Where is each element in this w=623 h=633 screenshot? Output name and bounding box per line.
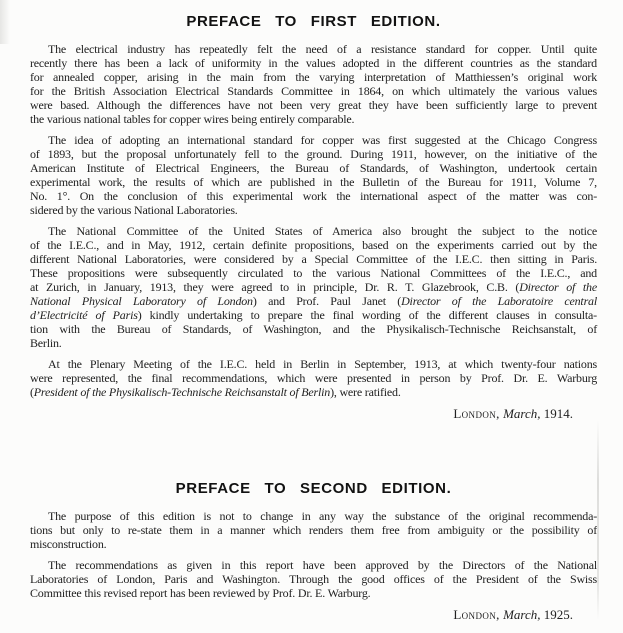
text-run: The electrical industry has repeatedly felt the need of a resistance standard for copper. Until quite (48, 42, 597, 56)
text-run: tion with the Bureau of Standards, of Washington, and the Physikalisch-Technische Reichsanstalt, of (30, 322, 597, 336)
text-run: ( (30, 385, 34, 399)
text-run: These propositions were subsequently circulated to the various National Committees of the I.E.C., and (30, 266, 597, 280)
text-line (30, 252, 597, 266)
text-run: sidered by the various National Laboratories. (30, 203, 238, 217)
text-line (30, 385, 597, 399)
preface-first-edition (30, 13, 597, 421)
text-run: At the Plenary Meeting of the I.E.C. held in Berlin in September, 1913, at which twenty-four nations (48, 357, 597, 371)
text-line (30, 133, 597, 147)
text-run: ) kindly undertaking to prepare the final wording of the different clauses in consulta- (137, 308, 597, 322)
text-line (30, 203, 597, 217)
text-line (30, 175, 597, 189)
text-line (30, 224, 597, 238)
text-run: The purpose of this edition is not to change in any way the substance of the original recommenda- (48, 509, 597, 523)
section-title: PREFACE TO FIRST EDITION. (186, 13, 441, 30)
text-run: The National Committee of the United States of America also brought the subject to the notice (48, 224, 597, 238)
text-run: ), were ratified. (330, 385, 401, 399)
text-line (30, 308, 597, 322)
text-run: of the I.E.C., and in May, 1912, certain definite propositions, based on the experiments carried out by the (30, 238, 597, 252)
paragraph (30, 558, 597, 600)
paragraph (30, 357, 597, 399)
paragraph (30, 224, 597, 350)
text-line (30, 147, 597, 161)
text-line (30, 322, 597, 336)
text-line (30, 537, 597, 551)
text-line (30, 586, 597, 600)
signature-line (30, 406, 597, 421)
text-run: at Zurich, in January, 1913, they were agreed to in principle, Dr. R. T. Glazebrook, C.B. ( (30, 280, 520, 294)
scan-artifact-edge (597, 420, 599, 620)
text-line (30, 56, 597, 70)
text-run: Director of the (519, 280, 597, 294)
text-line (30, 523, 597, 537)
text-line (30, 98, 597, 112)
text-run: were represented, the final recommendations, which were presented in person by Prof. Dr. E. Warburg (30, 371, 597, 385)
text-run: the various national tables for copper wires being entirely comparable. (30, 112, 355, 126)
text-run: different National Laboratories, were considered by a Special Committee of the I.E.C. then sitting in Paris. (30, 252, 597, 266)
text-line (30, 112, 597, 126)
text-run: March, (503, 607, 541, 622)
scan-artifact-corner (0, 0, 10, 44)
signature-line (30, 607, 597, 622)
text-run: were based. Although the differences have not been very great they have been sufficiently large to prevent (30, 98, 597, 112)
text-line (30, 161, 597, 175)
section-paragraphs (30, 509, 597, 600)
text-line (30, 509, 597, 523)
text-run: American Institute of Electrical Engineers, the Bureau of Standards, of Washington, undertook certain (30, 161, 597, 175)
text-run: misconstruction. (30, 537, 107, 551)
text-line (30, 266, 597, 280)
text-line (30, 371, 597, 385)
section-title: PREFACE TO SECOND EDITION. (175, 480, 452, 497)
text-run: d’Electricité of Paris (30, 308, 138, 322)
text-run: Berlin. (30, 336, 62, 350)
text-line (30, 294, 597, 308)
preface-second-edition (30, 480, 597, 622)
section-paragraphs (30, 42, 597, 399)
text-line (30, 280, 597, 294)
text-run: 1925. (540, 607, 573, 622)
text-line (30, 558, 597, 572)
text-run: Laboratories of London, Paris and Washington. Through the good offices of the President of the Swiss (30, 572, 597, 586)
text-run: tions but only to re-state them in a manner which renders them free from ambiguity or the possibility of (30, 523, 597, 537)
text-run: President of the Physikalisch-Technische Reichsanstalt of Berlin (33, 385, 331, 399)
text-run: The recommendations as given in this report have been approved by the Directors of the National (48, 558, 597, 572)
paragraph (30, 133, 597, 217)
text-line (30, 357, 597, 371)
text-run: for annealed copper, arising in the main from the varying interpretation of Matthiessen’s original work (30, 70, 597, 84)
text-run: London, (453, 607, 500, 622)
text-line (30, 84, 597, 98)
text-run: London, (453, 406, 500, 421)
text-run: The idea of adopting an international standard for copper was first suggested at the Chicago Congress (48, 133, 597, 147)
text-run: recently there has been a lack of uniformity in the values adopted in the different countries as the standard (30, 56, 597, 70)
text-line (30, 238, 597, 252)
text-run: for the British Association Electrical Standards Committee in 1864, on which ultimately the various values (30, 84, 597, 98)
text-run: 1914. (540, 406, 573, 421)
text-run: March, (503, 406, 541, 421)
text-line (30, 336, 597, 350)
text-run: experimental work, the results of which are published in the Bulletin of the Bureau for 1911, Volume 7, (30, 175, 597, 189)
text-line (30, 572, 597, 586)
text-line (30, 189, 597, 203)
text-run: No. 1°. On the conclusion of this experimental work the international aspect of the matter was con- (30, 189, 597, 203)
text-run: Director of the Laboratoire central (401, 294, 597, 308)
paragraph (30, 42, 597, 126)
text-run: National Physical Laboratory of London (30, 294, 253, 308)
text-run: ) and Prof. Paul Janet ( (252, 294, 402, 308)
text-run: Committee this revised report has been reviewed by Prof. Dr. E. Warburg. (30, 586, 371, 600)
text-run: of 1893, but the proposal unfortunately fell to the ground. During 1911, however, on the initiative of the (30, 147, 597, 161)
text-line (30, 70, 597, 84)
paragraph (30, 509, 597, 551)
text-line (30, 42, 597, 56)
